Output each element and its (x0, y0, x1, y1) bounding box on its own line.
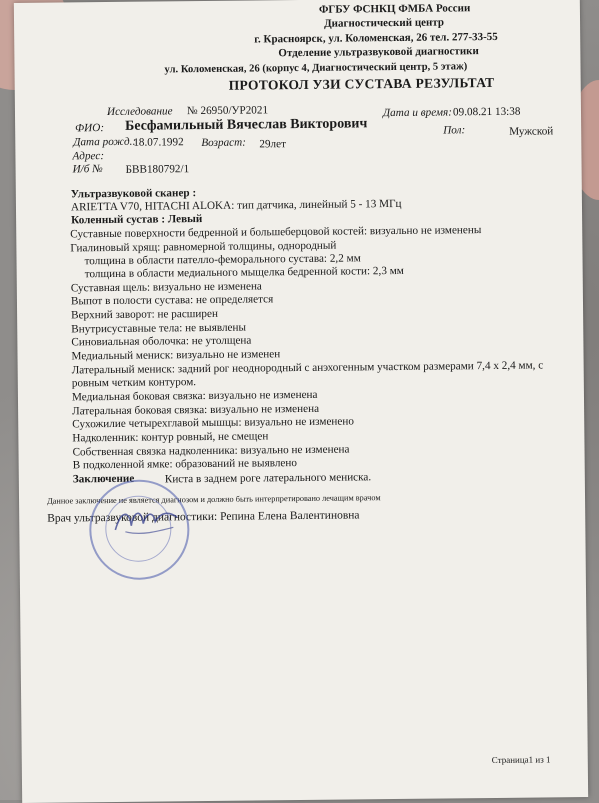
study-label: Исследование (106, 105, 173, 119)
datetime-value: 09.08.21 13:38 (452, 105, 521, 119)
protocol-sheet (14, 0, 588, 803)
scanner-label: Ультразвуковой сканер : (70, 187, 197, 201)
sex-label: Пол: (443, 124, 466, 137)
finding-line: ровным четким контуром. (71, 376, 197, 390)
patient-name: Бесфамильный Вячеслав Викторович (125, 116, 368, 134)
finding-line: Гиалиновый хрящ: равномерной толщины, однородный (70, 239, 337, 255)
finding-line: Латеральная боковая связка: визуально не изменена (72, 402, 320, 418)
handwritten-signature (111, 501, 181, 542)
finding-line: Суставные поверхности бедренной и большеберцовой костей: визуально не изменены (70, 224, 482, 241)
finding-line: Латеральный мениск: задний рог неоднородный с анэхогенным участком размерами 7,4 х 2,4 мм, с (71, 359, 544, 377)
center-name: Диагностический центр (323, 16, 445, 30)
address-label: Адрес: (72, 150, 105, 163)
sex-value: Мужской (509, 125, 554, 138)
ib-value: БВВ180792/1 (125, 163, 190, 176)
datetime-label: Дата и время: (382, 106, 452, 120)
finding-line: Синовиальная оболочка: не утолщена (71, 334, 252, 349)
fio-label: ФИО: (75, 122, 105, 135)
ib-label: И/б № (72, 163, 103, 176)
finding-line: Медиальная боковая связка: визуально не изменена (71, 388, 318, 404)
finding-line: В подколенной ямке: образований не выявлено (72, 457, 298, 472)
joint-heading: Коленный сустав : Левый (71, 213, 203, 227)
finding-line: Сухожилие четырехглавой мышцы: визуально не изменено (72, 415, 354, 431)
finding-line: Внутрисуставные тела: не выявлены (71, 321, 247, 336)
finding-line: Суставная щель: визуально не изменена (70, 280, 262, 295)
address-line-2: ул. Коломенская, 26 (корпус 4, Диагностический центр, 5 этаж) (164, 61, 468, 76)
finding-line: Надколенник: контур ровный, не смещен (72, 430, 269, 445)
finding-line: Медиальный мениск: визуально не изменен (71, 348, 281, 363)
conclusion-text: Киста в заднем роге латерального мениска. (164, 471, 372, 486)
age-value: 29лет (259, 138, 287, 151)
page-counter: Страница1 из 1 (491, 754, 551, 766)
scanner-model: ARIETTA V70, HITACHI ALOKA: тип датчика, линейный 5 - 13 МГц (70, 197, 402, 214)
age-label: Возраст: (201, 136, 246, 150)
address-line-1: г. Красноярск, ул. Коломенская, 26 тел. 277-33-55 (254, 30, 498, 46)
study-number: № 26950/УР2021 (186, 104, 269, 118)
finding-line: толщина в области пателло-феморального сустава: 2,2 мм (84, 252, 361, 268)
department-name: Отделение ультразвуковой диагностики (278, 45, 479, 60)
org-name: ФГБУ ФСНКЦ ФМБА России (318, 2, 471, 16)
finding-line: Верхний заворот: не расширен (71, 307, 218, 322)
disclaimer: Данное заключение не является диагнозом и должно быть интерпретировано лечащим врачом (46, 493, 381, 506)
document-title: ПРОТОКОЛ УЗИ СУСТАВА РЕЗУЛЬТАТ (228, 74, 495, 93)
doctor-signature-line: Врач ультразвуковой диагностики: Репина Елена Валентиновна (47, 509, 360, 525)
finding-line: Выпот в полости сустава: не определяется (70, 293, 274, 308)
dob-value: 18.07.1992 (133, 136, 184, 149)
finding-line: толщина в области медиального мыщелка бедренной кости: 2,3 мм (84, 264, 404, 281)
finding-line: Собственная связка надколенника: визуально не изменена (72, 443, 350, 459)
dob-label: Дата рожд.: (73, 135, 137, 149)
conclusion-label: Заключение (72, 472, 135, 486)
